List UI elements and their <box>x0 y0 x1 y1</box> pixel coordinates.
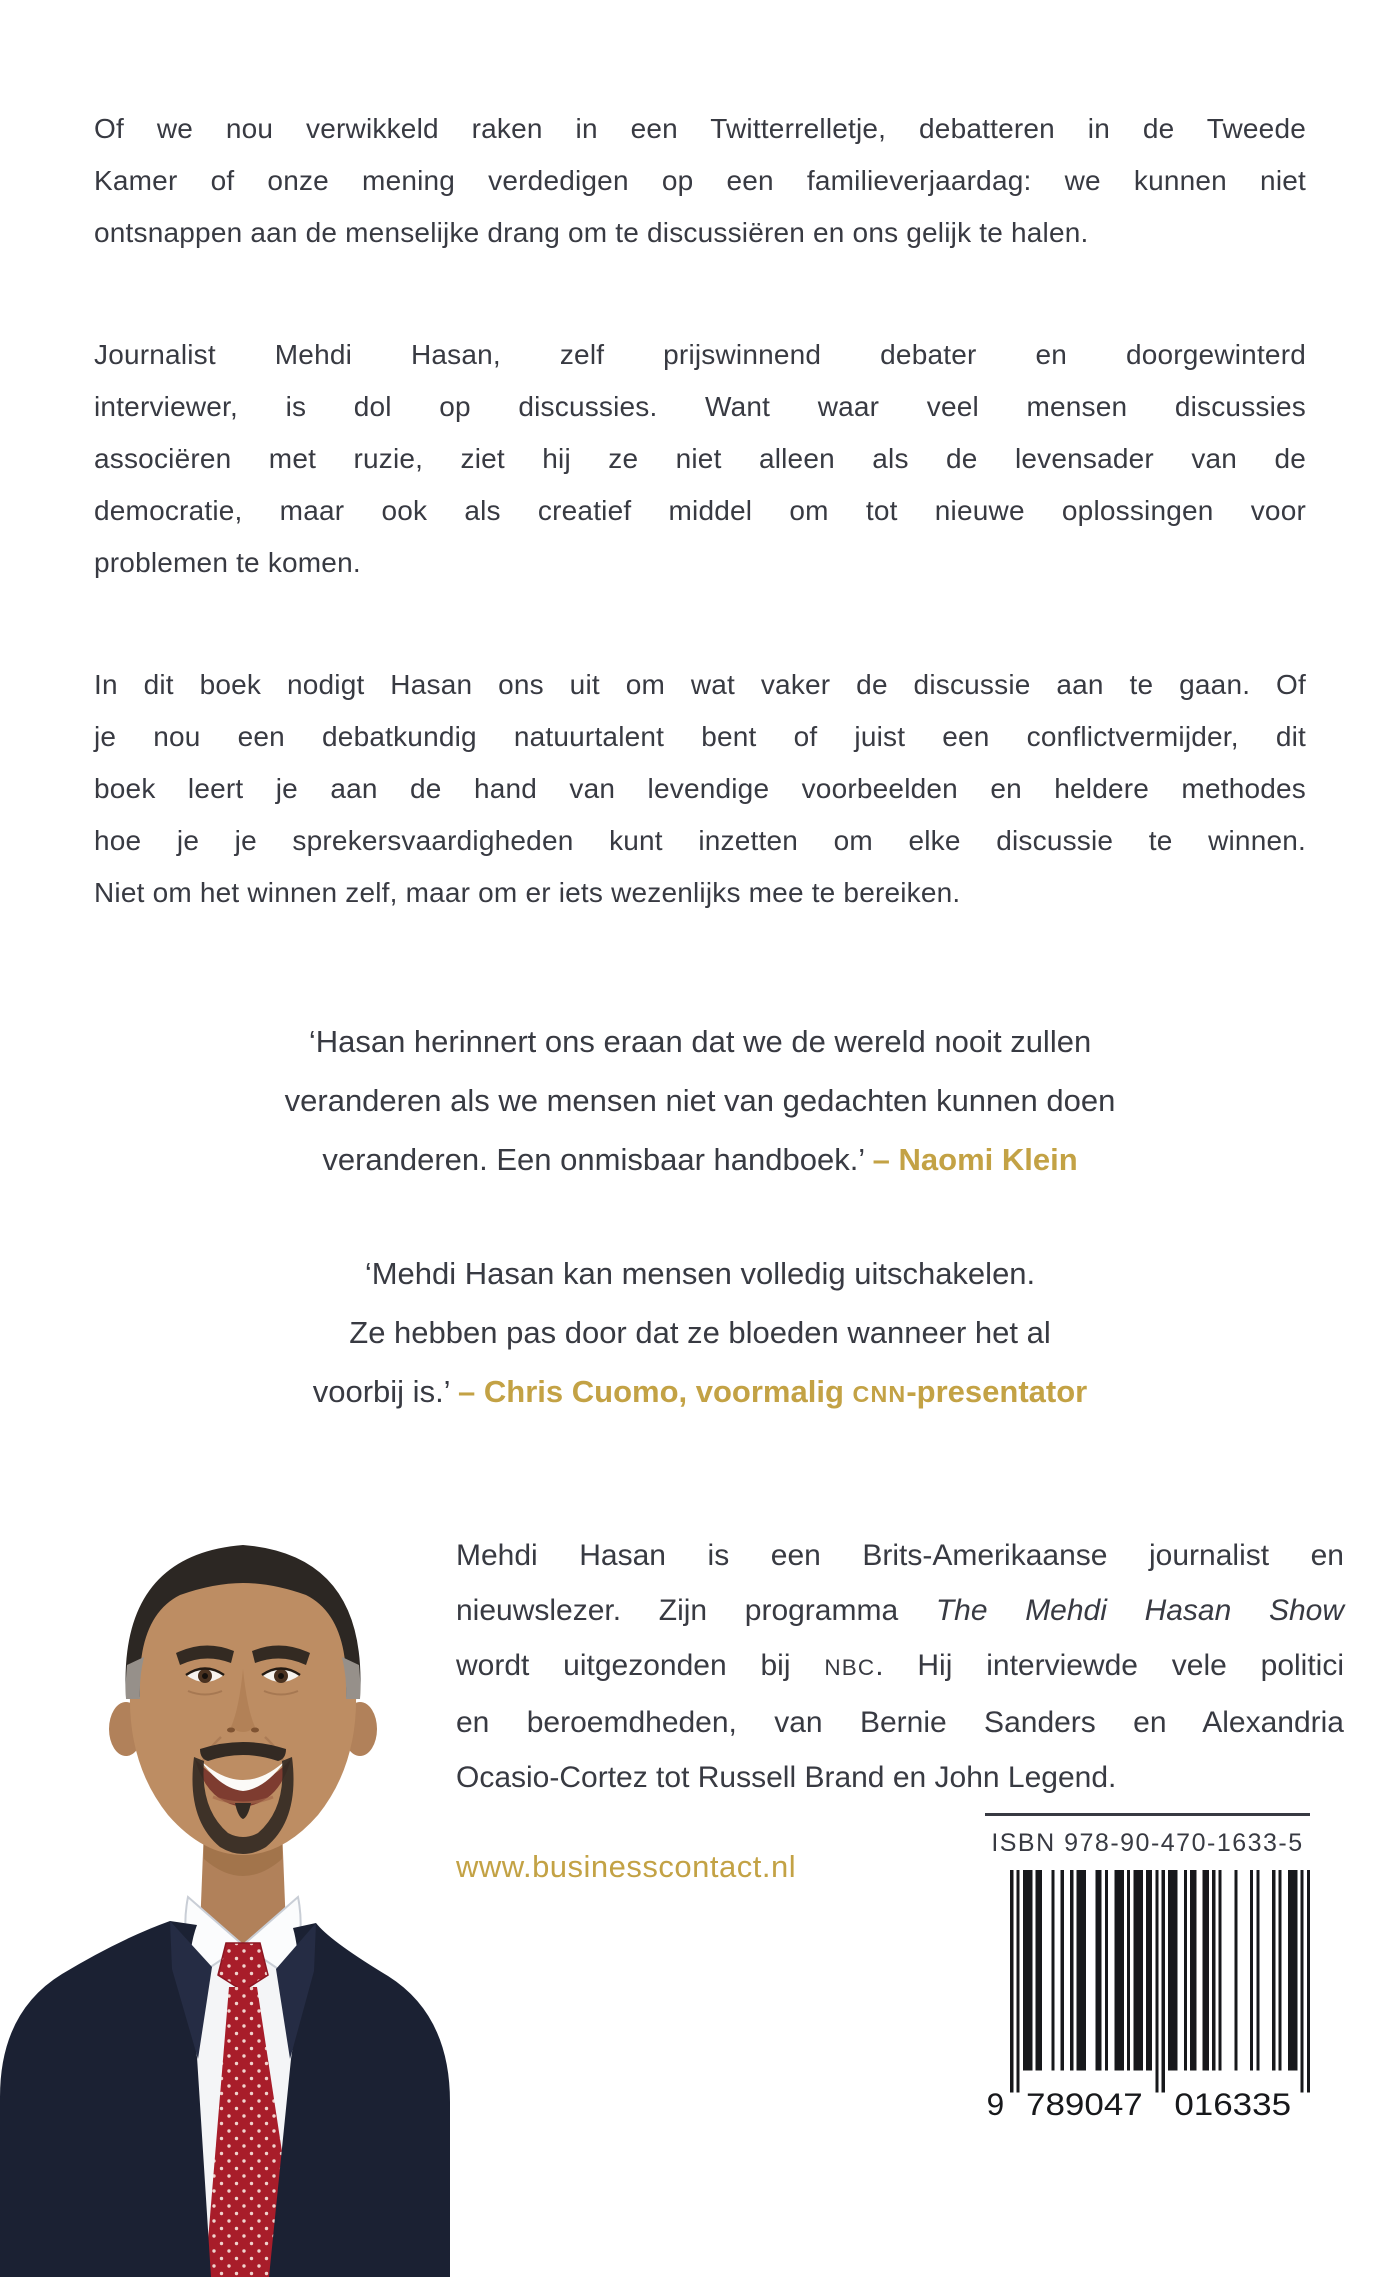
author-bio <box>456 1528 1344 1805</box>
bio-line: Mehdi Hasan is een Brits-Amerikaanse journalist en <box>456 1539 1344 1572</box>
quote-line: ‘Mehdi Hasan kan mensen volledig uitschakelen. <box>364 1256 1036 1291</box>
text-line: interviewer, is dol op discussies. Want waar veel mensen discussies <box>94 391 1306 422</box>
quote-line-text: veranderen. Een onmisbaar handboek.’ <box>322 1142 873 1177</box>
nbc-abbrev: NBC <box>824 1655 876 1680</box>
bio-line: wordt uitgezonden bij NBC. Hij interviewde vele politici <box>456 1649 1345 1682</box>
show-title: The Mehdi Hasan Show <box>935 1594 1344 1627</box>
text-line: je nou een debatkundig natuurtalent bent of juist een conflictvermijder, dit <box>94 721 1306 752</box>
svg-text:016335: 016335 <box>1174 2085 1292 2118</box>
paragraph-book <box>94 659 1306 919</box>
quote-line: Ze hebben pas door dat ze bloeden wanneer het al <box>349 1315 1051 1350</box>
svg-text:9: 9 <box>986 2085 1005 2118</box>
quote-line: ‘Hasan herinnert ons eraan dat we de wereld nooit zullen <box>308 1024 1092 1059</box>
text-line: Niet om het winnen zelf, maar om er iets wezenlijks mee te bereiken. <box>94 877 961 908</box>
svg-text:789047: 789047 <box>1026 2085 1143 2118</box>
cnn-abbrev: CNN <box>852 1381 907 1407</box>
quote-attribution-naomi-klein: – Naomi Klein <box>872 1142 1078 1177</box>
quote-chris-cuomo <box>94 1244 1306 1424</box>
text-line: ontsnappen aan de menselijke drang om te discussiëren en ons gelijk te halen. <box>94 217 1089 248</box>
quote-attribution-chris-cuomo: – Chris Cuomo, voormalig CNN-presentator <box>458 1374 1088 1409</box>
text-line: associëren met ruzie, ziet hij ze niet alleen als de levensader van de <box>94 443 1306 474</box>
text-line: Of we nou verwikkeld raken in een Twitterrelletje, debatteren in de Tweede <box>94 113 1306 144</box>
paragraph-intro <box>94 103 1306 259</box>
quote-line: veranderen als we mensen niet van gedachten kunnen doen <box>284 1083 1116 1118</box>
isbn-divider <box>985 1813 1310 1816</box>
author-portrait <box>0 1497 450 2277</box>
ean13-barcode <box>985 1870 1310 2118</box>
text-line: hoe je je sprekersvaardigheden kunt inzetten om elke discussie te winnen. <box>94 825 1306 856</box>
author-photo <box>0 1497 450 2277</box>
text-line: democratie, maar ook als creatief middel om tot nieuwe oplossingen voor <box>94 495 1306 526</box>
text-line: In dit boek nodigt Hasan ons uit om wat vaker de discussie aan te gaan. Of <box>94 669 1306 700</box>
bio-line: Ocasio-Cortez tot Russell Brand en John Legend. <box>456 1761 1117 1794</box>
bio-line: nieuwslezer. Zijn programma The Mehdi Hasan Show <box>456 1594 1344 1627</box>
quote-line <box>94 1362 1306 1424</box>
paragraph-journalist <box>94 329 1306 589</box>
text-line: Journalist Mehdi Hasan, zelf prijswinnend debater en doorgewinterd <box>94 339 1306 370</box>
isbn-label: ISBN 978-90-470-1633-5 <box>991 1829 1304 1857</box>
website-url: www.businesscontact.nl <box>456 1849 797 1884</box>
text-line: problemen te komen. <box>94 547 361 578</box>
isbn-block <box>985 1813 1310 2118</box>
blurb-section <box>94 103 1306 919</box>
quote-line <box>94 1130 1306 1189</box>
text-line: boek leert je aan de hand van levendige voorbeelden en heldere methodes <box>94 773 1306 804</box>
quote-line-text: voorbij is.’ <box>312 1374 459 1409</box>
quote-naomi-klein <box>94 1012 1306 1189</box>
text-line: Kamer of onze mening verdedigen op een familieverjaardag: we kunnen niet <box>94 165 1306 196</box>
bio-line: en beroemdheden, van Bernie Sanders en Alexandria <box>456 1706 1344 1739</box>
